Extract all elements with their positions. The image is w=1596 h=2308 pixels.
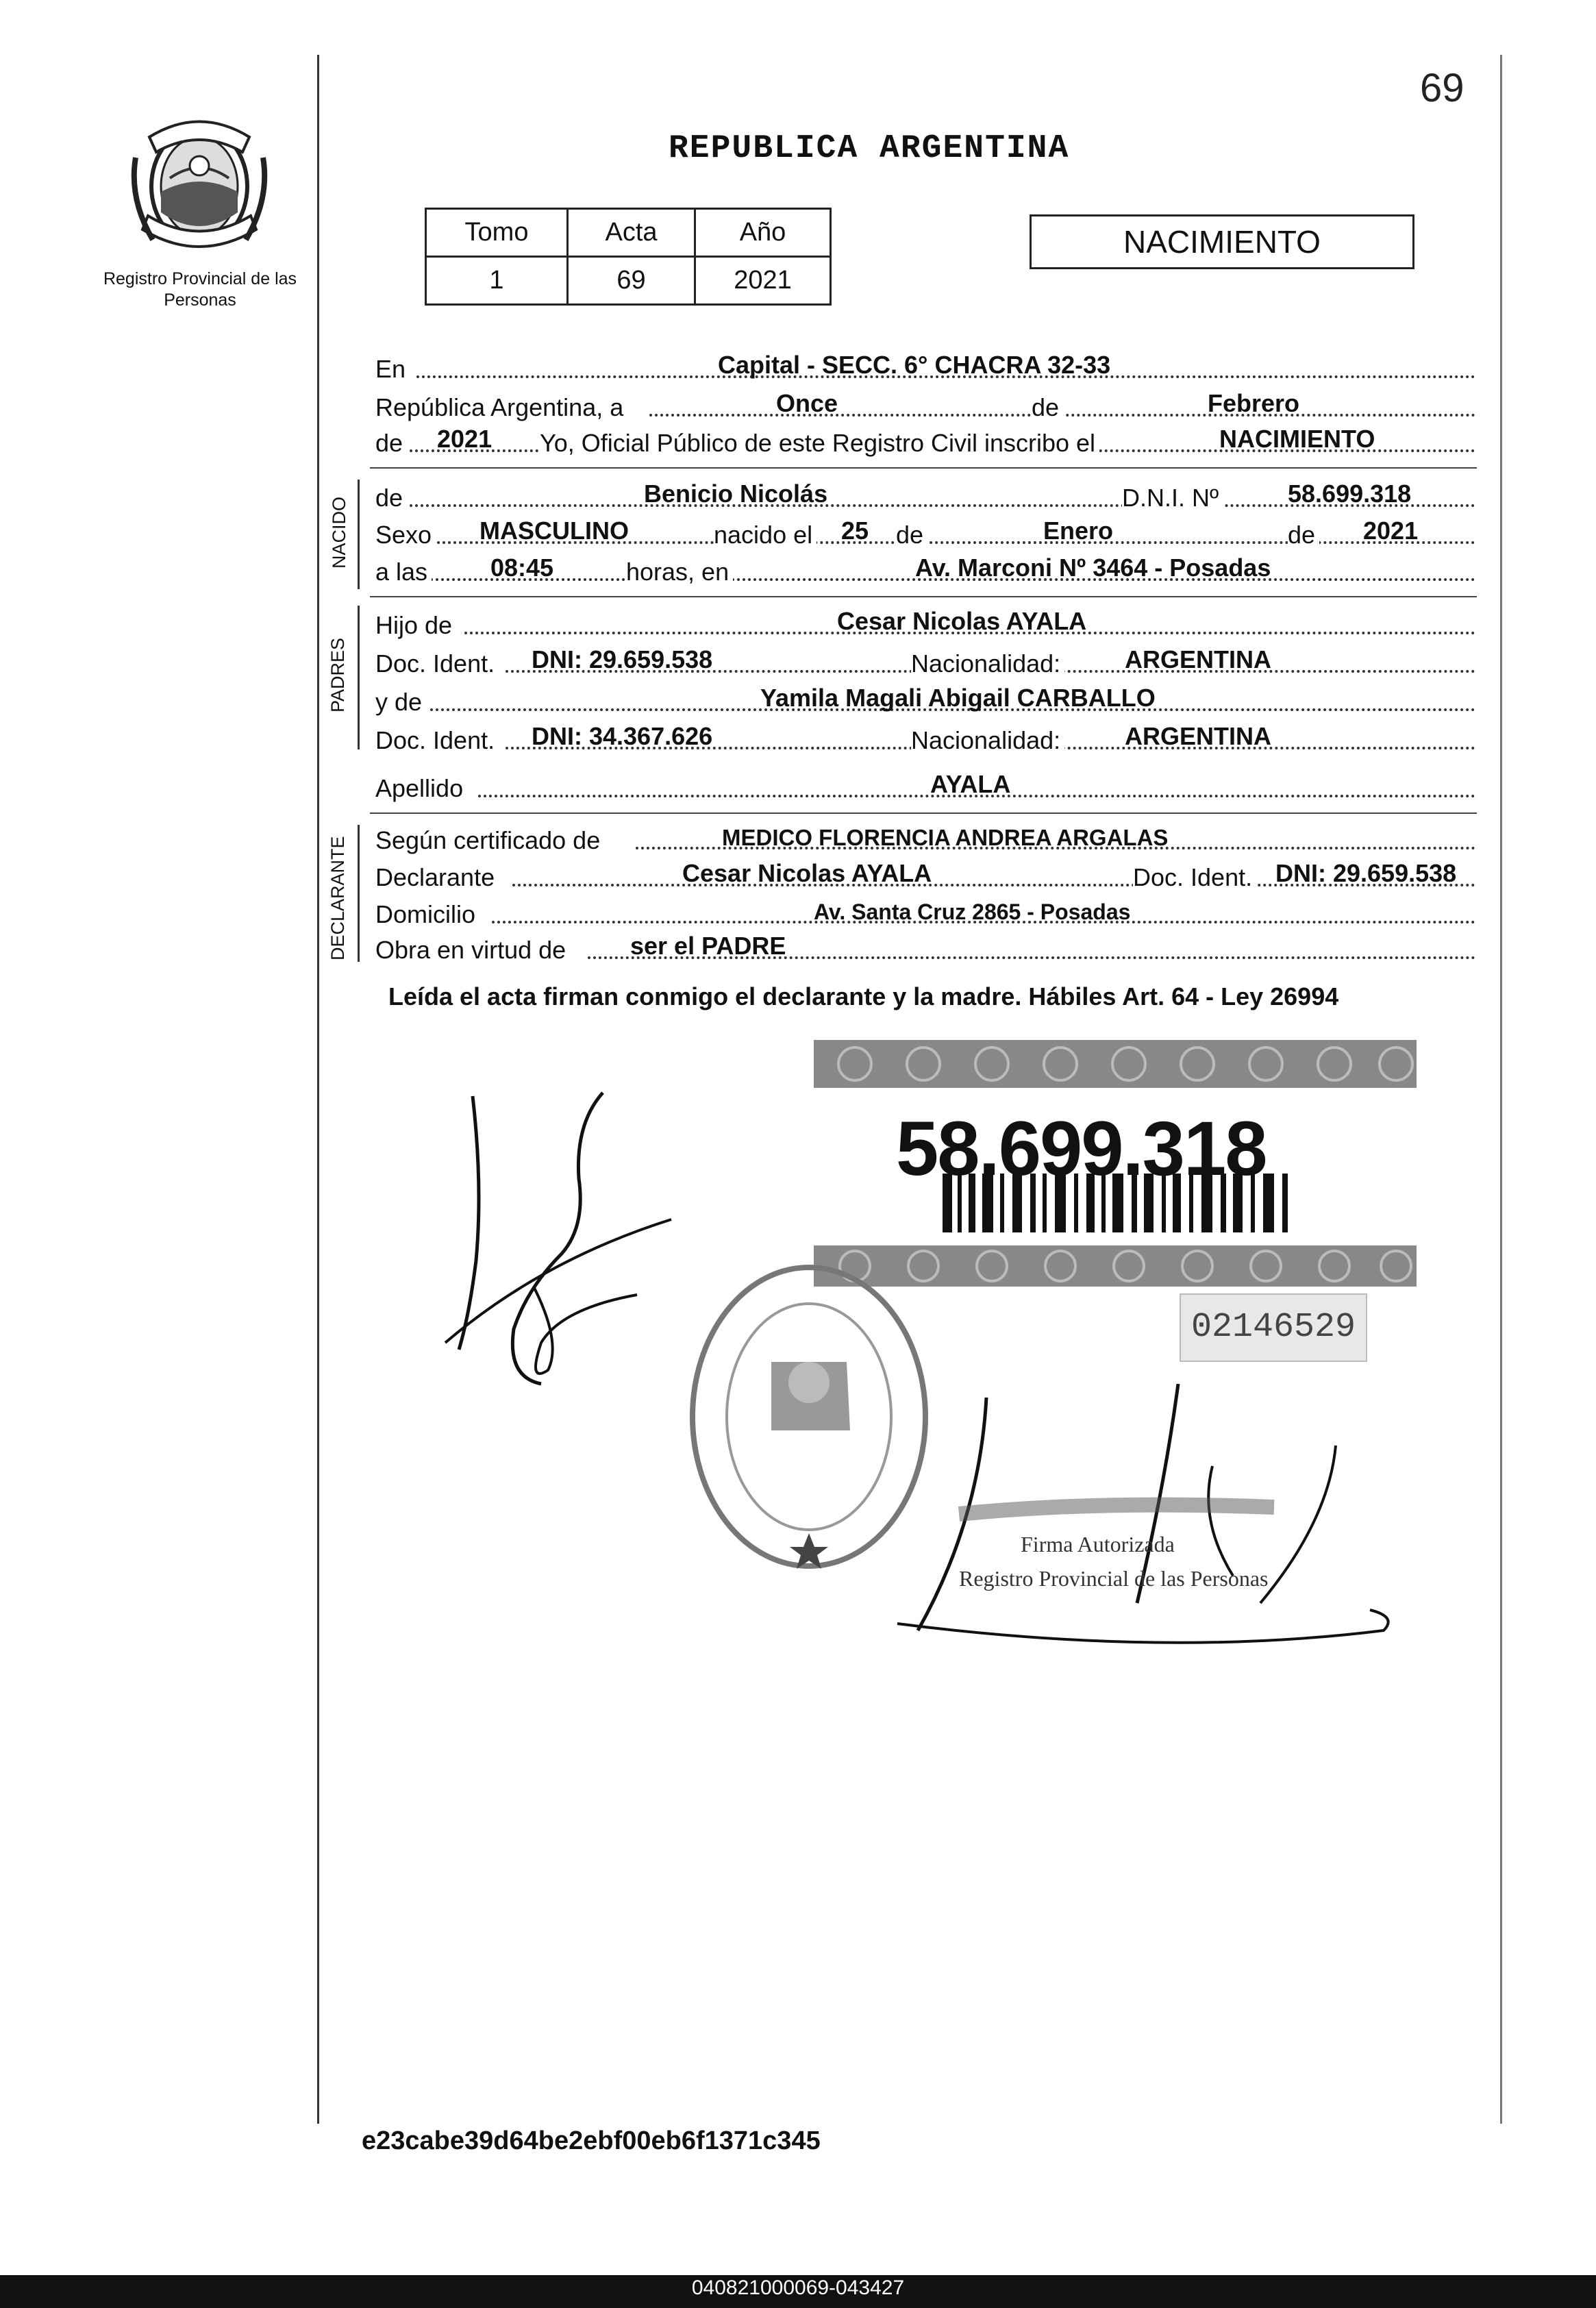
row-certificado — [375, 822, 1475, 856]
birth-place-value: Av. Marconi Nº 3464 - Posadas — [915, 554, 1271, 582]
apellido-value: AYALA — [930, 770, 1011, 798]
footer-code: 040821000069-043427 — [691, 2276, 905, 2299]
padres-section-label: PADRES — [327, 637, 348, 712]
mother-nationality-value: ARGENTINA — [1125, 722, 1271, 750]
page-number: 69 — [1420, 66, 1464, 110]
birth-month-value: Enero — [1043, 517, 1114, 545]
nacionalidad-label: Nacionalidad: — [911, 649, 1064, 678]
father-doc-value: DNI: 29.659.538 — [532, 645, 713, 673]
row-apellido — [375, 770, 1475, 804]
row-sexo — [375, 517, 1475, 551]
father-nationality-value: ARGENTINA — [1125, 645, 1271, 673]
place-value: Capital - SECC. 6° CHACRA 32-33 — [718, 351, 1111, 379]
declarante-doc-value: DNI: 29.659.538 — [1275, 859, 1457, 887]
declarante-name-value: Cesar Nicolas AYALA — [682, 859, 932, 887]
declarante-section-label: DECLARANTE — [327, 836, 348, 960]
y-de-label: y de — [375, 688, 426, 717]
certificado-value: MEDICO FLORENCIA ANDREA ARGALAS — [722, 825, 1169, 850]
father-name-value: Cesar Nicolas AYALA — [837, 607, 1087, 635]
declarant-signature — [432, 1082, 678, 1401]
child-dni-value: 58.699.318 — [1288, 480, 1412, 508]
birth-day-value: 25 — [841, 517, 869, 545]
oficial-text: Yo, Oficial Público de este Registro Civil inscribo el — [540, 429, 1099, 458]
year-value: 2021 — [437, 425, 492, 453]
obra-label: Obra en virtud de — [375, 936, 570, 965]
hijo-de-label: Hijo de — [375, 611, 456, 640]
row-y-de — [375, 684, 1475, 718]
sexo-label: Sexo — [375, 521, 436, 549]
separator — [370, 596, 1477, 597]
child-name-value: Benicio Nicolás — [644, 480, 828, 508]
registry-name: Registro Provincial de las Personas — [103, 269, 297, 310]
mother-name-value: Yamila Magali Abigail CARBALLO — [760, 684, 1156, 712]
row-year — [375, 425, 1475, 459]
serial-number: 02146529 — [1180, 1293, 1367, 1362]
misiones-coat-of-arms-logo — [122, 110, 277, 264]
de-label-3: de — [1288, 521, 1319, 549]
registry-stamp-text: Registro Provincial de las Personas — [959, 1566, 1269, 1591]
birth-year-value: 2021 — [1363, 517, 1419, 545]
dni-label: D.N.I. Nº — [1122, 484, 1223, 512]
row-domicilio — [375, 896, 1475, 930]
row-obra — [375, 932, 1475, 966]
row-mother-doc — [375, 722, 1475, 756]
tomo-header: Tomo — [426, 209, 568, 257]
doc-ident-label-2: Doc. Ident. — [375, 726, 499, 755]
certificado-label: Según certificado de — [375, 826, 604, 855]
sexo-value: MASCULINO — [479, 517, 629, 545]
en-label: En — [375, 355, 410, 384]
declarante-label: Declarante — [375, 863, 499, 892]
record-type-box: NACIMIENTO — [1030, 214, 1414, 269]
de-label-2: de — [375, 429, 407, 458]
acta-value: 69 — [568, 257, 695, 305]
day-value: Once — [776, 389, 838, 417]
anio-value: 2021 — [695, 257, 831, 305]
row-hijo-de — [375, 607, 1475, 641]
nacido-el-label: nacido el — [714, 521, 816, 549]
closing-text: Leída el acta firman conmigo el declarante y la madre. Hábiles Art. 64 - Ley 26994 — [388, 982, 1339, 1010]
document-hash: e23cabe39d64be2ebf00eb6f1371c345 — [362, 2126, 821, 2155]
dni-sticker-number: 58.699.318 — [896, 1106, 1267, 1191]
separator — [370, 812, 1477, 814]
month-value: Febrero — [1208, 389, 1300, 417]
row-declarante — [375, 859, 1475, 893]
republica-label: República Argentina, a — [375, 393, 627, 422]
birth-time-value: 08:45 — [490, 554, 554, 582]
left-margin-line — [317, 55, 319, 2124]
anio-header: Año — [695, 209, 831, 257]
separator — [370, 467, 1477, 469]
declarante-bar — [358, 825, 360, 962]
reference-table — [425, 208, 832, 306]
row-nacido-name — [375, 480, 1475, 514]
row-republica — [375, 389, 1475, 423]
doc-ident-label: Doc. Ident. — [375, 649, 499, 678]
domicilio-label: Domicilio — [375, 900, 479, 929]
right-margin-line — [1500, 55, 1502, 2124]
de-label: de — [1032, 393, 1063, 422]
horas-label: horas, en — [626, 558, 733, 586]
mother-doc-value: DNI: 34.367.626 — [532, 722, 713, 750]
row-en — [375, 351, 1475, 385]
acta-header: Acta — [568, 209, 695, 257]
nacionalidad-label-2: Nacionalidad: — [911, 726, 1064, 755]
official-signature — [890, 1384, 1411, 1654]
record-type-value: NACIMIENTO — [1219, 425, 1375, 453]
domicilio-value: Av. Santa Cruz 2865 - Posadas — [814, 899, 1131, 924]
doc-ident-label: Doc. Ident. — [1133, 863, 1256, 892]
row-hora — [375, 554, 1475, 588]
obra-value: ser el PADRE — [630, 932, 786, 960]
de-label-2: de — [896, 521, 927, 549]
nacido-section-label: NACIDO — [329, 496, 349, 569]
document-title: REPUBLICA ARGENTINA — [669, 130, 1070, 167]
tomo-value: 1 — [426, 257, 568, 305]
a-las-label: a las — [375, 558, 432, 586]
apellido-label: Apellido — [375, 774, 467, 803]
firma-autorizada-text: Firma Autorizada — [1021, 1532, 1175, 1556]
row-father-doc — [375, 645, 1475, 680]
de-label: de — [375, 484, 407, 512]
padres-bar — [358, 606, 360, 749]
nacido-bar — [358, 480, 360, 589]
